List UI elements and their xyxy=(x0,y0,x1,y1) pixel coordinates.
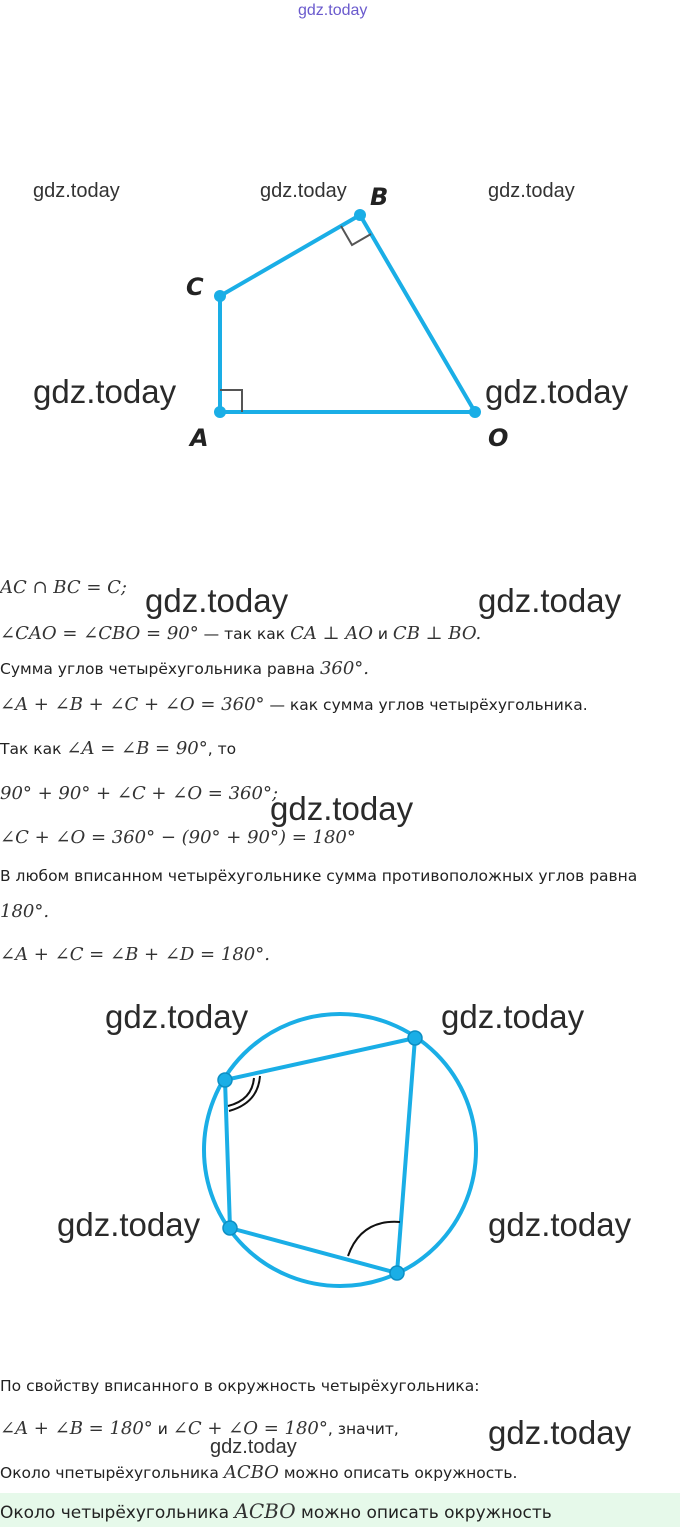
watermark: gdz.today xyxy=(488,180,575,202)
solution-line-3: Сумма углов четырёхугольника равна 360°. xyxy=(0,658,370,679)
watermark-top: gdz.today xyxy=(298,2,368,19)
watermark: gdz.today xyxy=(260,180,347,202)
point-o xyxy=(469,406,481,418)
label-c: C xyxy=(186,273,204,301)
inscribed-quadrilateral-figure xyxy=(0,990,680,1320)
angle-arc-bottom xyxy=(348,1222,400,1256)
watermark: gdz.today xyxy=(33,373,177,410)
segment-bo xyxy=(360,215,475,412)
inscribed-quadrilateral xyxy=(225,1038,415,1273)
solution-line-9: 180°. xyxy=(0,901,50,922)
solution-line-4: ∠A + ∠B + ∠C + ∠O = 360° — как сумма углов четырёхугольника. xyxy=(0,694,588,715)
solution-line-12: ∠A + ∠B = 180° и ∠C + ∠O = 180°, значит, xyxy=(0,1418,399,1439)
solution-line-13: Около чпетырёхугольника ACBO можно описать окружность. xyxy=(0,1462,518,1483)
watermark: gdz.today xyxy=(478,582,622,619)
watermark: gdz.today xyxy=(488,1414,632,1451)
vertex-point xyxy=(223,1221,237,1235)
point-b xyxy=(354,209,366,221)
label-b: B xyxy=(370,183,389,211)
point-c xyxy=(214,290,226,302)
watermark: gdz.today xyxy=(145,582,289,619)
watermark: gdz.today xyxy=(210,1436,297,1458)
vertex-point xyxy=(390,1266,404,1280)
solution-line-7: ∠C + ∠O = 360° − (90° + 90°) = 180° xyxy=(0,827,356,848)
answer-text: Около четырёхугольника ACBO можно описать окружность xyxy=(0,1499,552,1523)
solution-line-8: В любом вписанном четырёхугольнике сумма противоположных углов равна xyxy=(0,867,638,885)
solution-line-10: ∠A + ∠C = ∠B + ∠D = 180°. xyxy=(0,944,270,965)
watermark: gdz.today xyxy=(57,1206,201,1243)
solution-line-6: 90° + 90° + ∠C + ∠O = 360°; xyxy=(0,783,279,804)
solution-line-1: AC ∩ BC = C; xyxy=(0,577,127,598)
point-a xyxy=(214,406,226,418)
label-a: A xyxy=(190,424,209,452)
watermark: gdz.today xyxy=(270,790,414,827)
segment-cb xyxy=(220,215,360,296)
watermark: gdz.today xyxy=(485,373,629,410)
vertex-point xyxy=(408,1031,422,1045)
watermark: gdz.today xyxy=(33,180,120,202)
solution-line-2: ∠CAO = ∠CBO = 90° — так как CA ⊥ AO и CB ⊥ BO. xyxy=(0,623,482,644)
solution-line-5: Так как ∠A = ∠B = 90°, то xyxy=(0,738,237,759)
label-o: O xyxy=(488,424,509,452)
angle-arc-outer xyxy=(229,1076,260,1111)
answer-box xyxy=(0,1493,680,1527)
vertex-point xyxy=(218,1073,232,1087)
solution-line-11: По свойству вписанного в окружность четырёхугольника: xyxy=(0,1377,480,1395)
watermark: gdz.today xyxy=(105,998,249,1035)
watermark: gdz.today xyxy=(441,998,585,1035)
watermark: gdz.today xyxy=(488,1206,632,1243)
